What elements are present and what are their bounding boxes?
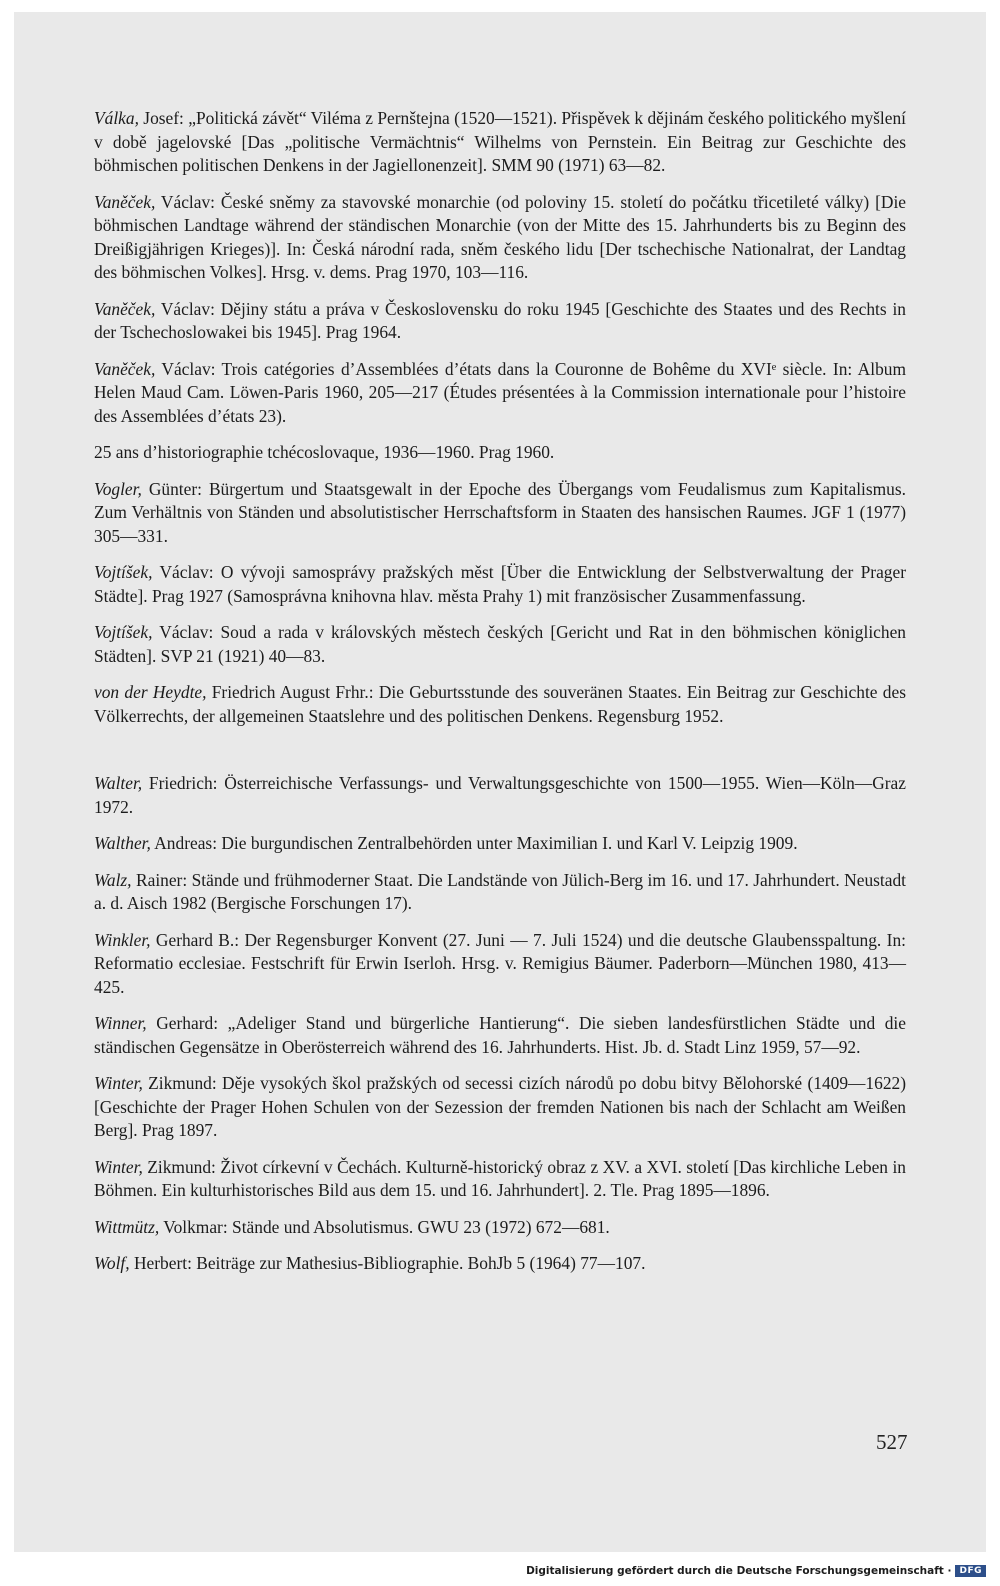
bibliography-entry — [94, 107, 906, 178]
bibliography-entry — [94, 869, 906, 916]
entry-author: Winkler, — [94, 929, 151, 950]
entry-author: Vojtíšek, — [94, 622, 153, 642]
entry-author: Válka, — [94, 108, 139, 128]
bibliography-entry — [94, 561, 906, 608]
bibliography-list — [94, 107, 906, 1289]
entry-text: Herbert: Beiträge zur Mathesius-Bibliographie. BohJb 5 (1964) 77—107. — [129, 1253, 646, 1273]
entry-author: Walter, — [94, 773, 143, 793]
bibliography-entry — [94, 681, 906, 728]
digitization-footer — [526, 1562, 986, 1580]
entry-author: Vaněček, — [94, 191, 156, 212]
bibliography-entry — [94, 1012, 906, 1059]
bibliography-entry — [94, 621, 906, 668]
entry-text: Václav: Trois catégories d’Assemblées d’états dans la Couronne de Bohême du XVIᵉ siècle. In: Album Helen Maud Cam. Löwen-Paris 1960, 205—217 (Études présentées à la Commission internationale pour l’histoire des Assemblées d’états 23). — [94, 358, 906, 426]
entry-author: Vaněček, — [94, 298, 156, 319]
dfg-logo: DFG — [955, 1565, 986, 1577]
entry-text: Gerhard: „Adeliger Stand und bürgerliche Hantierung“. Die sieben landesfürstlichen Städte und die ständischen Gegensätze in Oberösterreich während des 16. Jahrhunderts. Hist. Jb. d. Stadt Linz 1959, 57—92. — [94, 1013, 906, 1057]
entry-text: Andreas: Die burgundischen Zentralbehörden unter Maximilian I. und Karl V. Leipzig 1909. — [150, 833, 798, 853]
entry-text: Václav: Soud a rada v královských městech českých [Gericht und Rat in den böhmischen königlichen Städten]. SVP 21 (1921) 40—83. — [94, 622, 906, 666]
scanned-page — [14, 12, 986, 1552]
bibliography-entry — [94, 441, 906, 465]
bibliography-entry — [94, 929, 906, 1000]
entry-author: Wolf, — [94, 1253, 130, 1273]
entry-author: von der Heydte, — [94, 682, 207, 702]
entry-text: Václav: O vývoji samosprávy pražských měst [Über die Entwicklung der Selbstverwaltung der Prager Städte]. Prag 1927 (Samosprávna knihovna hlav. města Prahy 1) mit französischer Zusammenfassung. — [94, 562, 906, 606]
entry-text: Zikmund: Děje vysokých škol pražských od secessi cizích národů po dobu bitvy Bělohorské (1409—1622) [Geschichte der Prager Hohen Schulen von der Sezession der fremden Nationen bis nach der Schlacht am Weißen Berg]. Prag 1897. — [94, 1073, 906, 1140]
entry-author: Vogler, — [94, 478, 142, 499]
entry-text: Josef: „Politická závět“ Viléma z Pernštejna (1520—1521). Přispěvek k dějinám českého politického myšlení v době jagelovské [Das „politische Vermächtnis“ Wilhelms von Pernstein. Ein Beitrag zur Geschichte des böhmischen politischen Denkens in der Jagiellonenzeit]. SMM 90 (1971) 63—82. — [94, 108, 906, 175]
bibliography-entry — [94, 478, 906, 549]
entry-author: Vojtíšek, — [94, 562, 153, 582]
entry-author: Wittmütz, — [94, 1216, 160, 1237]
entry-author: Winner, — [94, 1013, 147, 1033]
bibliography-entry — [94, 1216, 906, 1240]
entry-text: Václav: České sněmy za stavovské monarchie (od poloviny 15. století do počátku třicetileté války) [Die böhmischen Landtage während der ständischen Monarchie (von der Mitte des 15. Jahrhunderts bis zu Beginn des Dreißigjährigen Krieges)]. In: Česká národní rada, sněm českého lidu [Der tschechische Nationalrat, der Landtag des böhmischen Volkes]. Hrsg. v. dems. Prag 1970, 103—116. — [94, 191, 906, 282]
bibliography-entry — [94, 1156, 906, 1203]
bibliography-entry — [94, 772, 906, 819]
entry-text: Rainer: Stände und frühmoderner Staat. Die Landstände von Jülich-Berg im 16. und 17. Jahrhundert. Neustadt a. d. Aisch 1982 (Bergische Forschungen 17). — [94, 869, 906, 913]
bibliography-entry — [94, 832, 906, 856]
entry-text: 25 ans d’historiographie tchécoslovaque, 1936—1960. Prag 1960. — [94, 442, 555, 462]
bibliography-entry — [94, 191, 906, 285]
bibliography-entry — [94, 1252, 906, 1276]
entry-text: Zikmund: Život církevní v Čechách. Kulturně-historický obraz z XV. a XVI. století [Das kirchliche Leben in Böhmen. Ein kulturhistorisches Bild aus dem 15. und 16. Jahrhundert]. 2. Tle. Prag 1895—1896. — [94, 1156, 906, 1200]
entry-author: Walz, — [94, 869, 132, 890]
entry-text: Volkmar: Stände und Absolutismus. GWU 23 (1972) 672—681. — [159, 1216, 610, 1237]
entry-text: Friedrich August Frhr.: Die Geburtsstunde des souveränen Staates. Ein Beitrag zur Geschichte des Völkerrechts, der allgemeinen Staatslehre und des politischen Denkens. Regensburg 1952. — [94, 682, 906, 726]
entry-text: Václav: Dějiny státu a práva v Československu do roku 1945 [Geschichte des Staates und des Rechts in der Tschechoslowakei bis 1945]. Prag 1964. — [94, 298, 906, 342]
entry-author: Vaněček, — [94, 358, 156, 379]
bibliography-entry — [94, 298, 906, 345]
page-number: 527 — [876, 1430, 908, 1454]
entry-text: Gerhard B.: Der Regensburger Konvent (27. Juni — 7. Juli 1524) und die deutsche Glaubensspaltung. In: Reformatio ecclesiae. Festschrift für Erwin Iserloh. Hrsg. v. Remigius Bäumer. Paderborn—München 1980, 413—425. — [94, 929, 906, 997]
entry-author: Winter, — [94, 1073, 143, 1093]
entry-text: Günter: Bürgertum und Staatsgewalt in der Epoche des Übergangs vom Feudalismus zum Kapitalismus. Zum Verhältnis von Ständen und absolutistischer Herrschaftsform in Staaten des hansischen Raumes. JGF 1 (1977) 305—331. — [94, 478, 906, 546]
entry-author: Walther, — [94, 833, 151, 853]
bibliography-entry — [94, 1072, 906, 1143]
bibliography-entry — [94, 358, 906, 429]
entry-author: Winter, — [94, 1156, 143, 1177]
entry-text: Friedrich: Österreichische Verfassungs- und Verwaltungsgeschichte von 1500—1955. Wien—Köln—Graz 1972. — [94, 773, 906, 817]
footer-text: Digitalisierung gefördert durch die Deutsche Forschungsgemeinschaft · — [526, 1565, 952, 1577]
